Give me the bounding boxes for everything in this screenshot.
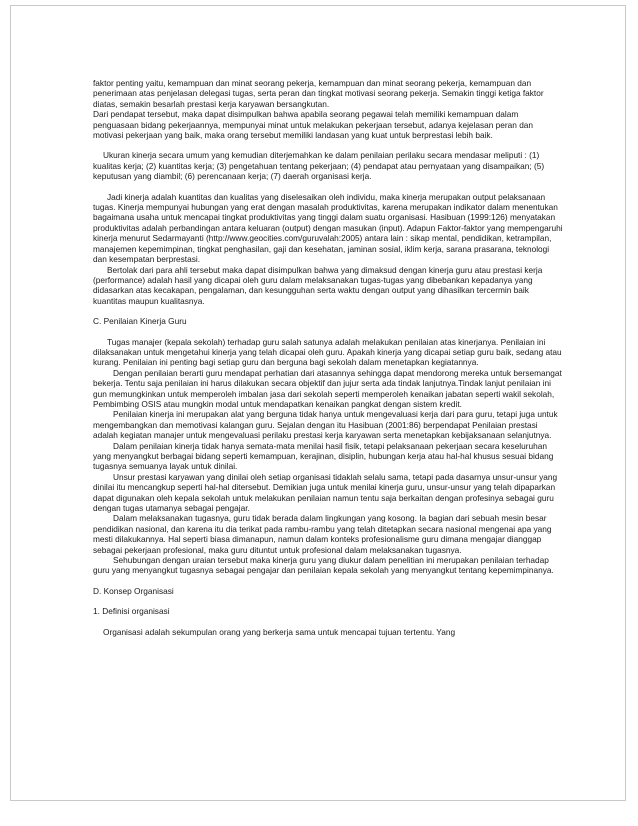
document-body bbox=[93, 78, 563, 637]
paragraph: Dalam penilaian kinerja tidak hanya semata-mata menilai hasil fisik, tetapi pelaksanaan pekerjaan secara keseluruhan yang menyangkut berbagai bidang seperti kemampuan, kerajinan, disiplin, hubungan kerja atau hal-hal khusus sesuai bidang tugasnya semuanya layak untuk dinilai. bbox=[93, 440, 554, 472]
subsection-heading: 1. Definisi organisasi bbox=[93, 606, 170, 617]
document-page bbox=[10, 5, 626, 801]
paragraph: Dengan penilaian berarti guru mendapat perhatian dari atasannya sehingga dapat mendorong mereka untuk bersemangat bekerja. Tentu saja penilaian ini harus dilakukan secara objektif dan jujur serta ada tindak lanjutnya.Tindak lanjut penilaian ini gun memungkinkan untuk memperoleh imbalan jasa dari sekolah seperti memperoleh kenaikan jabatan seperti wakil sekolah, Pembimbing OSIS atau mungkin modal untuk mendapatkan kenaikan pangkat dengan sistem kredit. bbox=[93, 367, 562, 409]
paragraph: Bertolak dari para ahli tersebut maka dapat disimpulkan bahwa yang dimaksud dengan kinerja guru atau prestasi kerja (performance) adalah hasil yang dicapai oleh guru dalam melaksanakan tugas-tugas yang dibebankan kepadanya yang didasarkan atas kecakapan, pengalaman, dan kesungguhan serta waktu dengan output yang dihasilkan tercermin baik kuantitas maupun kualitasnya. bbox=[93, 264, 543, 306]
paragraph: faktor penting yaitu, kemampuan dan minat seorang pekerja, kemampuan dan minat seorang pekerja, kemampuan dan penerimaan atas penjelasan delegasi tugas, serta peran dan tingkat motivasi seorang pekerja. Semakin tinggi ketiga faktor diatas, semakin besarlah prestasi kerja karyawan bersangkutan. bbox=[93, 78, 544, 109]
paragraph: Ukuran kinerja secara umum yang kemudian diterjemahkan ke dalam penilaian perilaku secara mendasar meliputi : (1) kualitas kerja; (2) kuantitas kerja; (3) pengetahuan tentang pekerjaan; (4) pendapat atau pernyataan yang disampaikan; (5) keputusan yang diambil; (6) perencanaan kerja; (7) daerah organisasi kerja. bbox=[93, 150, 545, 182]
spacer bbox=[93, 617, 563, 627]
spacer bbox=[93, 596, 563, 606]
paragraph: Tugas manajer (kepala sekolah) terhadap guru salah satunya adalah melakukan penilaian atas kinerjanya. Penilaian ini dilaksanakan untuk mengetahui kinerja yang telah dicapai oleh guru. Apakah kinerja yang dicapai setiap guru baik, sedang atau kurang. Penilaian ini penting bagi setiap guru dan berguna bagi sekolah dalam menetapkan kegiatannya. bbox=[93, 336, 562, 368]
paragraph: Organisasi adalah sekumpulan orang yang berkerja sama untuk mencapai tujuan tertentu. Yang bbox=[103, 626, 456, 637]
paragraph: Penilaian kinerja ini merupakan alat yang berguna tidak hanya untuk mengevaluasi kerja dari para guru, tetapi juga untuk mengembangkan dan memotivasi kalangan guru. Sejalan dengan itu Hasibuan (2001:86) berpendapat Penilaian prestasi adalah kegiatan manajer untuk mengevaluasi perilaku prestasi kerja karyawan serta menetapkan kebijaksanaan selanjutnya. bbox=[93, 409, 558, 441]
paragraph: Sehubungan dengan uraian tersebut maka kinerja guru yang diukur dalam penelitian ini merupakan penilaian terhadap guru yang menyangkut tugasnya sebagai pengajar dan penilaian kepala sekolah yang menyangkut tentang kepemimpinanya. bbox=[93, 555, 554, 576]
spacer bbox=[93, 306, 563, 316]
spacer bbox=[93, 576, 563, 586]
paragraph: Dalam melaksanakan tugasnya, guru tidak berada dalam lingkungan yang kosong. Ia bagian dari sebuah mesin besar pendidikan nasional, dan karena itu dia terikat pada rambu-rambu yang telah ditetapkan secara nasional mengenai apa yang mesti dilakukannya. Hal seperti biasa dimanapun, namun dalam konteks profesionalisme guru dimana mengajar dianggap sebagai pekerjaan profesional, maka guru dituntut untuk profesional dalam melaksanakan tugasnya. bbox=[93, 513, 552, 555]
section-heading: D. Konsep Organisasi bbox=[93, 585, 174, 596]
spacer bbox=[93, 327, 563, 337]
spacer bbox=[93, 140, 563, 150]
spacer bbox=[93, 182, 563, 192]
paragraph: Unsur prestasi karyawan yang dinilai oleh setiap organisasi tidaklah selalu sama, tetapi pada dasarnya unsur-unsur yang dinilai itu mencangkup seperti hal-hal ditersebut. Demikian juga untuk menilai kinerja guru, unsur-unsur yang telah dipaparkan dapat digunakan oleh kepala sekolah untuk melakukan penilaian namun tentu saja berkaitan dengan profesinya sebagai guru dengan tugas utamanya sebagai pengajar. bbox=[93, 471, 558, 514]
paragraph: Dari pendapat tersebut, maka dapat disimpulkan bahwa apabila seorang pegawai telah memiliki kemampuan dalam penguasaan bidang pekerjaannya, mempunyai minat untuk melakukan pekerjaan tersebut, adanya kejelasan peran dan motivasi pekerjaan yang baik, maka orang tersebut memiliki landasan yang kuat untuk berprestasi lebih baik. bbox=[93, 109, 534, 141]
section-heading: C. Penilaian Kinerja Guru bbox=[93, 316, 187, 327]
paragraph: Jadi kinerja adalah kuantitas dan kualitas yang diselesaikan oleh individu, maka kinerja merupakan output pelaksanaan tugas. Kinerja mempunyai hubungan yang erat dengan masalah produktivitas, karena merupakan indikator dalam menentukan bagaimana usaha untuk mencapai tingkat produktivitas yang tinggi dalam suatu organisasi. Hasibuan (1999:126) menyatakan produktivitas adalah perbandingan antara keluaran (output) dengan masukan (input). Adapun Faktor-faktor yang mempengaruhi kinerja menurut Sedarmayanti (http://www.geocities.com/guruvalah:2005) antara lain : sikap mental, pendidikan, ketrampilan, manajemen kepemimpinan, tingkat penghasilan, gaji dan kesehatan, jaminan sosial, iklim kerja, sarana prasarana, teknologi dan kesempatan berprestasi. bbox=[93, 191, 563, 265]
